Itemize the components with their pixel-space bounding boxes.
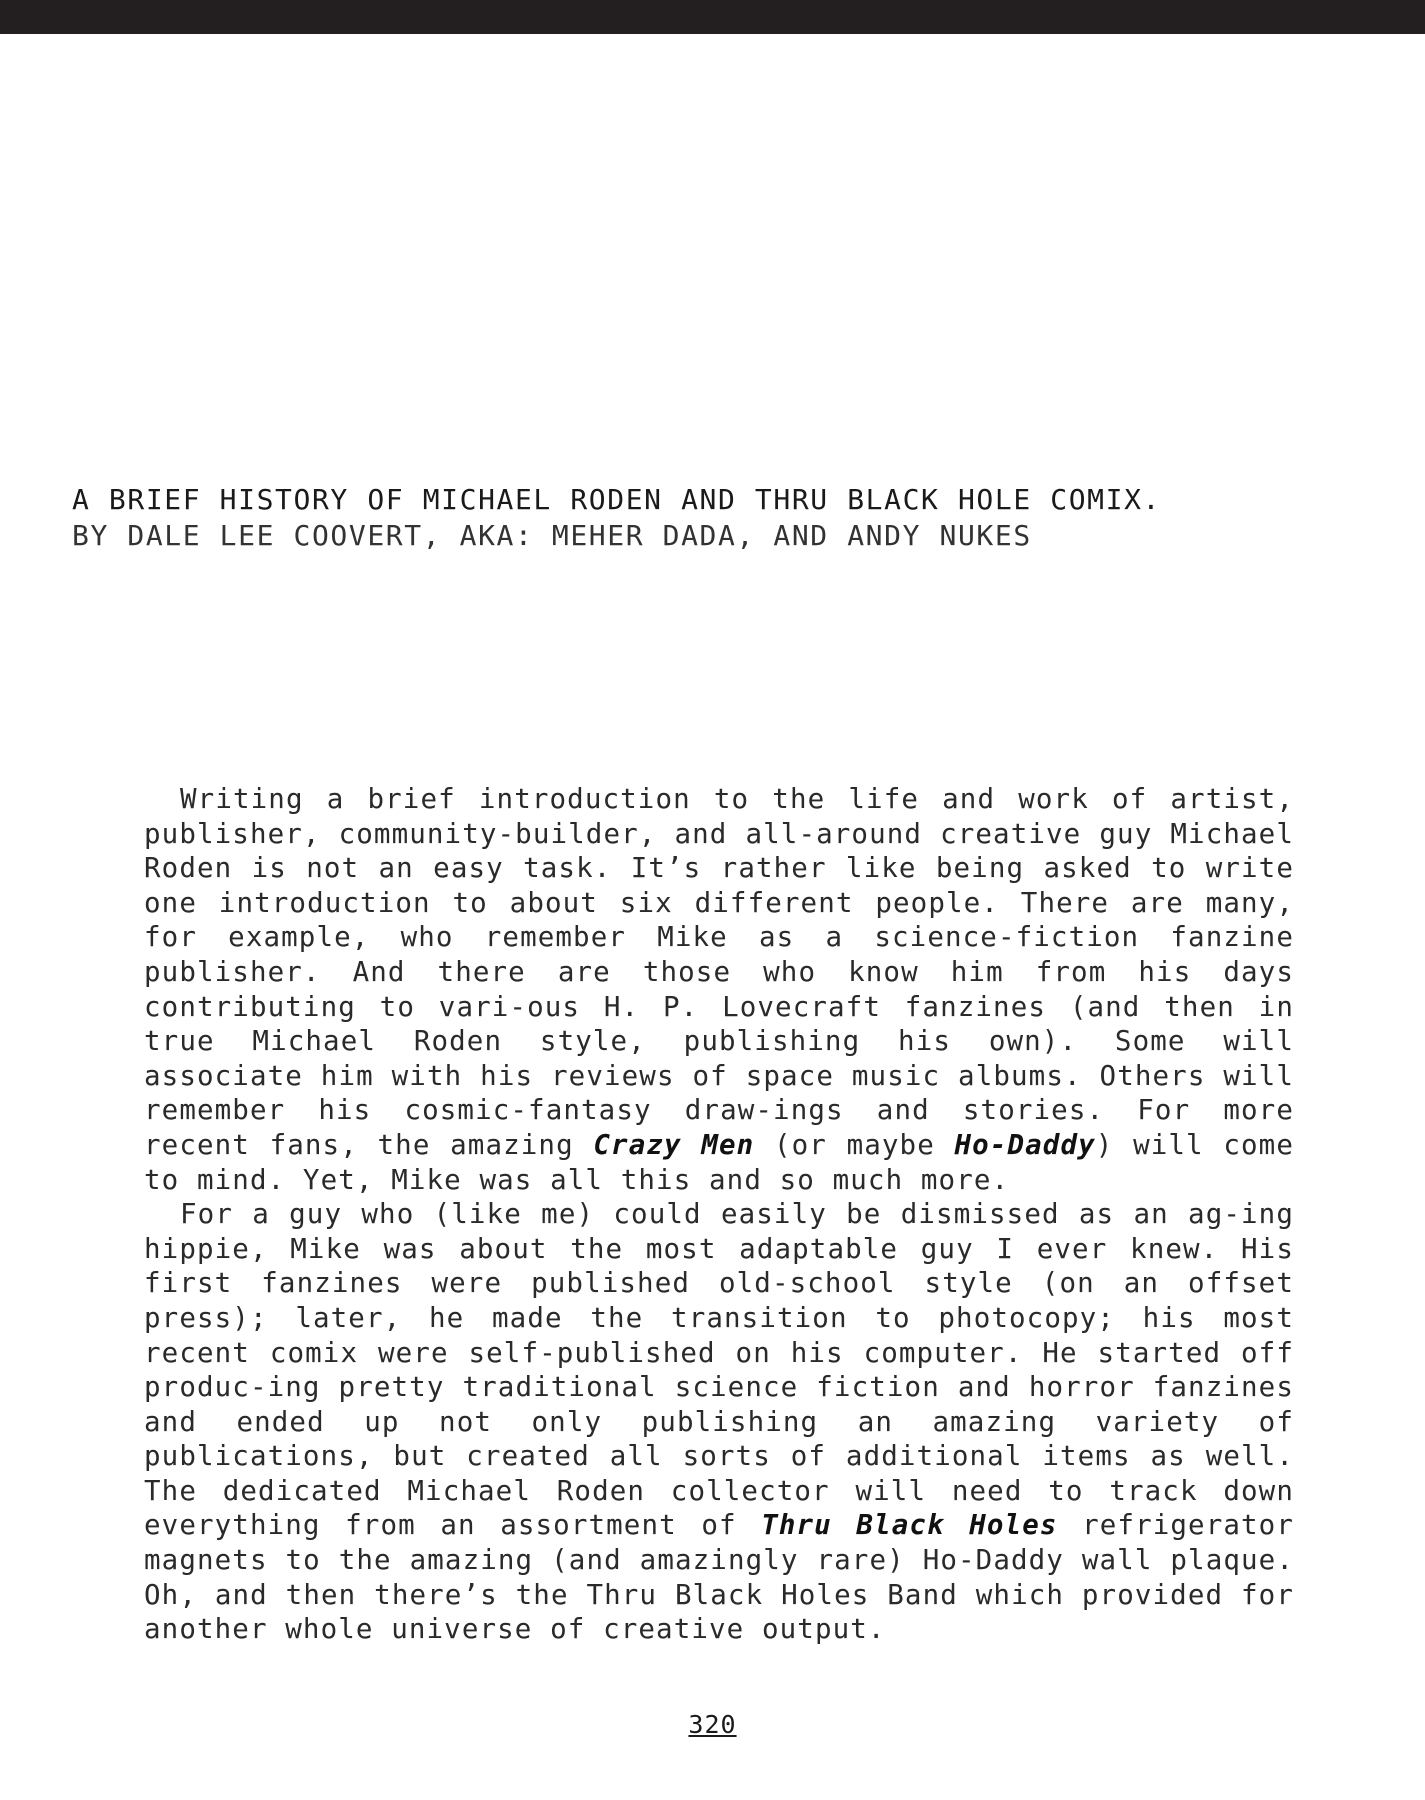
body-paragraph: [144, 782, 1294, 1197]
page-footer: [0, 1710, 1425, 1739]
body-paragraph: [144, 1197, 1294, 1647]
paragraph-text: refrigerator magnets to the amazing (and amazingly rare) Ho-Daddy wall plaque. Oh, and then there’s the Thru Black Holes Band which provided for another whole universe of creative output.: [144, 1509, 1294, 1646]
paragraph-text: ) will come to mind. Yet, Mike was all this and so much more.: [144, 1128, 1294, 1196]
paragraph-text: (or maybe: [754, 1128, 955, 1161]
article-body: [144, 782, 1294, 1647]
top-border-bar: [0, 0, 1425, 34]
italic-title-text: Thru Black Holes: [761, 1509, 1058, 1542]
page-number: 320: [688, 1710, 737, 1739]
article-heading: [72, 482, 1272, 554]
italic-title-text: Ho-Daddy: [954, 1128, 1096, 1161]
article-byline: BY DALE LEE COOVERT, AKA: MEHER DADA, AND ANDY NUKES: [72, 519, 1032, 552]
article-title: A BRIEF HISTORY OF MICHAEL RODEN AND THRU BLACK HOLE COMIX.: [72, 483, 1161, 516]
italic-title-text: Crazy Men: [593, 1128, 755, 1161]
paragraph-text: For a guy who (like me) could easily be dismissed as an ag-ing hippie, Mike was about the most adaptable guy I ever knew. His first fanzines were published old-school style (on an offset press); later, he made the transition to photocopy; his most recent comix were self-published on his computer. He started off produc-ing pretty traditional science fiction and horror fanzines and ended up not only publishing an amazing variety of publications, but created all sorts of additional items as well. The dedicated Michael Roden collector will need to track down everything from an assortment of: [144, 1198, 1294, 1542]
paragraph-text: Writing a brief introduction to the life and work of artist, publisher, community-builder, and all-around creative guy Michael Roden is not an easy task. It’s rather like being asked to write one introduction to about six different people. There are many, for example, who remember Mike as a science-fiction fanzine publisher. And there are those who know him from his days contributing to vari-ous H. P. Lovecraft fanzines (and then in true Michael Roden style, publishing his own). Some will associate him with his reviews of space music albums. Others will remember his cosmic-fantasy draw-ings and stories. For more recent fans, the amazing: [144, 783, 1294, 1161]
